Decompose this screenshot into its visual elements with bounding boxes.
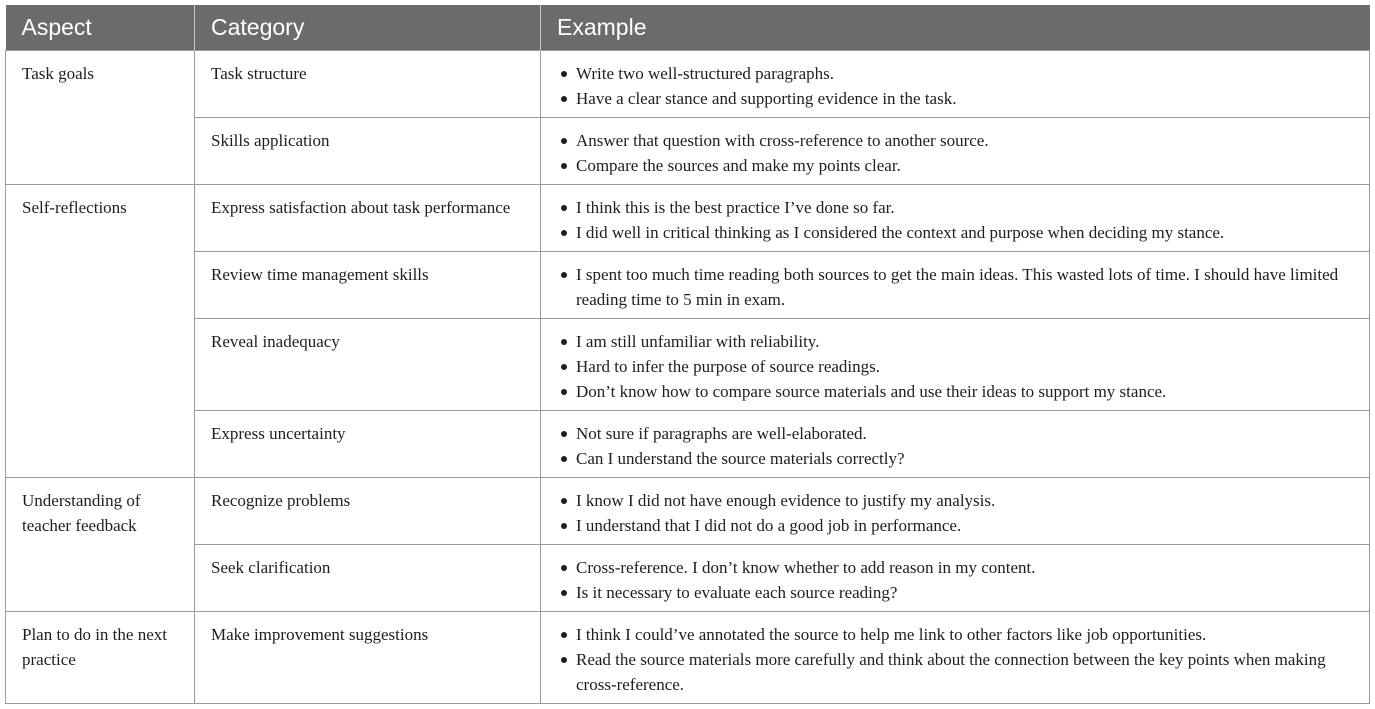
example-item: Have a clear stance and supporting evidence in the task. bbox=[576, 86, 1349, 111]
example-item: Cross-reference. I don’t know whether to add reason in my content. bbox=[576, 555, 1349, 580]
example-item: Read the source materials more carefully and think about the connection between the key points when making cross-reference. bbox=[576, 647, 1349, 697]
category-cell: Reveal inadequacy bbox=[195, 319, 541, 411]
example-item: Answer that question with cross-reference to another source. bbox=[576, 128, 1349, 153]
example-cell bbox=[541, 252, 1370, 319]
example-item: Not sure if paragraphs are well-elaborated. bbox=[576, 421, 1349, 446]
example-item: I did well in critical thinking as I considered the context and purpose when deciding my stance. bbox=[576, 220, 1349, 245]
example-cell bbox=[541, 411, 1370, 478]
header-aspect: Aspect bbox=[6, 5, 195, 51]
example-item: I know I did not have enough evidence to justify my analysis. bbox=[576, 488, 1349, 513]
example-item: I spent too much time reading both sources to get the main ideas. This wasted lots of time. I should have limited reading time to 5 min in exam. bbox=[576, 262, 1349, 312]
table-row bbox=[6, 252, 1370, 319]
category-cell: Skills application bbox=[195, 118, 541, 185]
example-item: Is it necessary to evaluate each source reading? bbox=[576, 580, 1349, 605]
header-category: Category bbox=[195, 5, 541, 51]
example-item: I think this is the best practice I’ve done so far. bbox=[576, 195, 1349, 220]
example-cell bbox=[541, 545, 1370, 612]
example-cell bbox=[541, 118, 1370, 185]
example-list bbox=[576, 128, 1349, 178]
header-example: Example bbox=[541, 5, 1370, 51]
example-list bbox=[576, 262, 1349, 312]
example-item: Don’t know how to compare source materials and use their ideas to support my stance. bbox=[576, 379, 1349, 404]
example-cell bbox=[541, 612, 1370, 704]
table-row bbox=[6, 545, 1370, 612]
category-cell: Make improvement suggestions bbox=[195, 612, 541, 704]
example-item: Compare the sources and make my points clear. bbox=[576, 153, 1349, 178]
example-cell bbox=[541, 478, 1370, 545]
category-cell: Express uncertainty bbox=[195, 411, 541, 478]
example-cell bbox=[541, 51, 1370, 118]
example-cell bbox=[541, 319, 1370, 411]
example-item: Write two well-structured paragraphs. bbox=[576, 61, 1349, 86]
example-list bbox=[576, 195, 1349, 245]
example-cell bbox=[541, 185, 1370, 252]
example-list bbox=[576, 555, 1349, 605]
aspect-cell: Task goals bbox=[6, 51, 195, 185]
example-item: Can I understand the source materials correctly? bbox=[576, 446, 1349, 471]
example-item: I understand that I did not do a good job in performance. bbox=[576, 513, 1349, 538]
category-cell: Recognize problems bbox=[195, 478, 541, 545]
category-cell: Express satisfaction about task performance bbox=[195, 185, 541, 252]
example-item: I think I could’ve annotated the source to help me link to other factors like job opportunities. bbox=[576, 622, 1349, 647]
header-row bbox=[6, 5, 1370, 51]
coding-table bbox=[5, 5, 1370, 704]
example-list bbox=[576, 329, 1349, 404]
table-row bbox=[6, 118, 1370, 185]
category-cell: Task structure bbox=[195, 51, 541, 118]
table-row bbox=[6, 612, 1370, 704]
category-cell: Review time management skills bbox=[195, 252, 541, 319]
category-cell: Seek clarification bbox=[195, 545, 541, 612]
aspect-cell: Understanding of teacher feedback bbox=[6, 478, 195, 612]
example-item: Hard to infer the purpose of source readings. bbox=[576, 354, 1349, 379]
table-header bbox=[6, 5, 1370, 51]
table-row bbox=[6, 319, 1370, 411]
example-list bbox=[576, 61, 1349, 111]
table-row bbox=[6, 411, 1370, 478]
example-item: I am still unfamiliar with reliability. bbox=[576, 329, 1349, 354]
aspect-cell: Plan to do in the next practice bbox=[6, 612, 195, 704]
aspect-cell: Self-reflections bbox=[6, 185, 195, 478]
example-list bbox=[576, 622, 1349, 697]
table-row bbox=[6, 51, 1370, 118]
example-list bbox=[576, 421, 1349, 471]
table-row bbox=[6, 185, 1370, 252]
table-row bbox=[6, 478, 1370, 545]
example-list bbox=[576, 488, 1349, 538]
table-body bbox=[6, 51, 1370, 704]
table-container bbox=[5, 5, 1369, 704]
